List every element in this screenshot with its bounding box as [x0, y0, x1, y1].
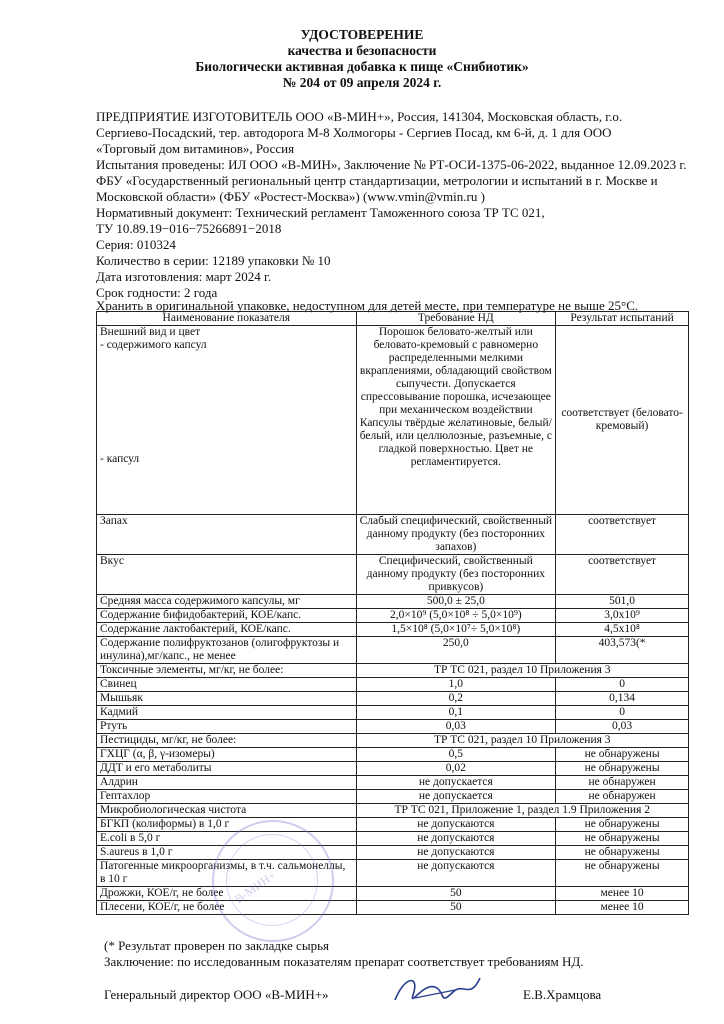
- row-requirement: 0,5: [356, 748, 556, 762]
- appearance-name-3: - капсул: [100, 453, 140, 465]
- row-name: Содержание полифруктозанов (олигофруктозы и инулина),мг/капс., не менее: [97, 637, 357, 664]
- row-requirement: не допускается: [356, 790, 556, 804]
- row-requirement: 2,0×10⁹ (5,0×10⁸ ÷ 5,0×10⁹): [356, 609, 556, 623]
- row-result: 0: [556, 678, 689, 692]
- row-name: S.aureus в 1,0 г: [97, 846, 357, 860]
- table-row: [97, 692, 689, 706]
- appearance-name-1: Внешний вид и цвет: [100, 326, 201, 338]
- table-row: [97, 720, 689, 734]
- row-name: Кадмий: [97, 706, 357, 720]
- row-result: не обнаружен: [556, 790, 689, 804]
- row-requirement: 1,5×10⁸ (5,0×10⁷÷ 5,0×10⁸): [356, 623, 556, 637]
- doc-title-3: Биологически активная добавка к пище «Снибиотик»: [195, 59, 529, 74]
- row-requirement: не допускаются: [356, 818, 556, 832]
- table-row: [97, 706, 689, 720]
- shelf-life: Срок годности: 2 года: [96, 285, 218, 300]
- appearance-name: [97, 326, 357, 515]
- row-result: соответствует: [556, 555, 689, 595]
- row-name: Свинец: [97, 678, 357, 692]
- series: Серия: 010324: [96, 237, 176, 252]
- table-row: [97, 790, 689, 804]
- normative-line-1: Нормативный документ: Технический регламент Таможенного союза ТР ТС 021,: [96, 205, 545, 220]
- manufacture-date: Дата изготовления: март 2024 г.: [96, 269, 272, 284]
- row-result: менее 10: [556, 887, 689, 901]
- normative-line-2: ТУ 10.89.19−016−75266891−2018: [96, 221, 282, 236]
- row-result: 3,0x10⁹: [556, 609, 689, 623]
- row-name: Токсичные элементы, мг/кг, не более:: [97, 664, 357, 678]
- table-row: [97, 748, 689, 762]
- row-result: 501,0: [556, 595, 689, 609]
- table-row: [97, 818, 689, 832]
- row-name: Патогенные микроорганизмы, в т.ч. сальмонеллы, в 10 г: [97, 860, 357, 887]
- signer-name: Е.В.Храмцова: [523, 987, 602, 1002]
- row-result: не обнаружены: [556, 832, 689, 846]
- table-row: [97, 555, 689, 595]
- row-name: Запах: [97, 515, 357, 555]
- table-row: [97, 776, 689, 790]
- tests-line-1: Испытания проведены: ИЛ ООО «В-МИН», Заключение № РТ-ОСИ-1375-06-2022, выданное 12.09.2023 г.: [96, 157, 687, 172]
- row-requirement: не допускается: [356, 776, 556, 790]
- signature-icon: [385, 970, 495, 1015]
- table-row: [97, 762, 689, 776]
- header-indicator: Наименование показателя: [97, 312, 357, 326]
- row-name: Ртуть: [97, 720, 357, 734]
- row-name: Дрожжи, КОЕ/г, не более: [97, 887, 357, 901]
- quantity: Количество в серии: 12189 упаковки № 10: [96, 253, 331, 268]
- row-requirement: ТР ТС 021, раздел 10 Приложения 3: [356, 664, 688, 678]
- director-title: Генеральный директор ООО «В-МИН+»: [104, 987, 329, 1002]
- row-requirement: не допускаются: [356, 860, 556, 887]
- row-name: Средняя масса содержимого капсулы, мг: [97, 595, 357, 609]
- row-result: не обнаружены: [556, 860, 689, 887]
- row-requirement: 0,2: [356, 692, 556, 706]
- table-row: [97, 832, 689, 846]
- footnote: (* Результат проверен по закладке сырья: [104, 938, 329, 953]
- row-result: 0,03: [556, 720, 689, 734]
- table-row: [97, 901, 689, 915]
- doc-title-1: УДОСТОВЕРЕНИЕ: [300, 27, 424, 42]
- row-result: 4,5x10⁸: [556, 623, 689, 637]
- row-requirement: 1,0: [356, 678, 556, 692]
- row-result: не обнаружены: [556, 846, 689, 860]
- table-row: [97, 664, 689, 678]
- row-requirement: 500,0 ± 25,0: [356, 595, 556, 609]
- row-requirement: ТР ТС 021, Приложение 1, раздел 1.9 Приложения 2: [356, 804, 688, 818]
- row-name: Содержание бифидобактерий, КОЕ/капс.: [97, 609, 357, 623]
- row-name: Гептахлор: [97, 790, 357, 804]
- row-requirement: 50: [356, 901, 556, 915]
- stamp-text: В-МИН+: [231, 867, 279, 907]
- doc-title-4: № 204 от 09 апреля 2024 г.: [282, 75, 442, 90]
- row-name: Микробиологическая чистота: [97, 804, 357, 818]
- table-row: [97, 637, 689, 664]
- table-row: [97, 804, 689, 818]
- row-requirement: ТР ТС 021, раздел 10 Приложения 3: [356, 734, 688, 748]
- row-result: не обнаружены: [556, 762, 689, 776]
- manufacturer-line-2: Сергиево-Посадский, тер. автодорога М-8 Холмогоры - Сергиев Посад, км 6-й, д. 1 для ООО: [96, 125, 612, 140]
- row-name: ДДТ и его метаболиты: [97, 762, 357, 776]
- row-name: БГКП (колиформы) в 1,0 г: [97, 818, 357, 832]
- doc-title-2: качества и безопасности: [287, 43, 437, 58]
- manufacturer-line-3: «Торговый дом витаминов», Россия: [96, 141, 295, 156]
- quality-table: [96, 311, 689, 915]
- row-requirement: 250,0: [356, 637, 556, 664]
- manufacturer-line-1: ПРЕДПРИЯТИЕ ИЗГОТОВИТЕЛЬ ООО «В-МИН+», Россия, 141304, Московская область, г.о.: [96, 109, 623, 124]
- row-requirement: 0,03: [356, 720, 556, 734]
- row-name: Мышьяк: [97, 692, 357, 706]
- table-header-row: [97, 312, 689, 326]
- row-requirement: 0,02: [356, 762, 556, 776]
- tests-line-2: ФБУ «Государственный региональный центр стандартизации, метрологии и испытаний в г. Москве и: [96, 173, 658, 188]
- table-row: [97, 734, 689, 748]
- row-requirement: 50: [356, 887, 556, 901]
- row-result: менее 10: [556, 901, 689, 915]
- row-name: E.coli в 5,0 г: [97, 832, 357, 846]
- appearance-req-content: Порошок беловато-желтый или беловато-кремовый с равномерно распределенными мелкими вкраплениями, обладающий свойством сыпучести. Допускается спрессовывание порошка, исчезающее при механическом воздействии: [359, 326, 552, 416]
- row-result: не обнаружены: [556, 818, 689, 832]
- header-requirement: Требование НД: [356, 312, 556, 326]
- row-name: Алдрин: [97, 776, 357, 790]
- row-requirement: Специфический, свойственный данному продукту (без посторонних привкусов): [356, 555, 556, 595]
- row-result: не обнаружены: [556, 748, 689, 762]
- table-row: [97, 887, 689, 901]
- row-name: Пестициды, мг/кг, не более:: [97, 734, 357, 748]
- row-requirement: не допускаются: [356, 832, 556, 846]
- table-row-appearance: [97, 326, 689, 515]
- table-row: [97, 846, 689, 860]
- tests-line-3: Московской области» (ФБУ «Ростест-Москва») (www.vmin@vmin.ru ): [96, 189, 485, 204]
- row-name: Вкус: [97, 555, 357, 595]
- table-row: [97, 678, 689, 692]
- header-result: Результат испытаний: [556, 312, 689, 326]
- row-requirement: Слабый специфический, свойственный данному продукту (без посторонних запахов): [356, 515, 556, 555]
- table-row: [97, 860, 689, 887]
- row-name: Плесени, КОЕ/г, не более: [97, 901, 357, 915]
- conclusion: Заключение: по исследованным показателям препарат соответствует требованиям НД.: [104, 954, 584, 969]
- appearance-req-capsule: Капсулы твёрдые желатиновые, белый/белый, или целлюлозные, разъемные, с гладкой поверхностью. Цвет не регламентируется.: [359, 417, 552, 468]
- row-result: 403,573(*: [556, 637, 689, 664]
- row-result: соответствует: [556, 515, 689, 555]
- table-row: [97, 609, 689, 623]
- row-result: 0,134: [556, 692, 689, 706]
- appearance-name-2: - содержимого капсул: [100, 339, 207, 351]
- appearance-result: соответствует (беловато-кремовый): [556, 326, 689, 515]
- table-row: [97, 515, 689, 555]
- row-name: ГХЦГ (α, β, γ-изомеры): [97, 748, 357, 762]
- row-result: 0: [556, 706, 689, 720]
- storage-conditions: Хранить в оригинальной упаковке, недоступном для детей месте, при температуре не выше 25°С.: [96, 298, 639, 313]
- row-requirement: не допускаются: [356, 846, 556, 860]
- appearance-requirement: [356, 326, 556, 515]
- table-row: [97, 623, 689, 637]
- row-requirement: 0,1: [356, 706, 556, 720]
- table-row: [97, 595, 689, 609]
- row-result: не обнаружен: [556, 776, 689, 790]
- row-name: Содержание лактобактерий, КОЕ/капс.: [97, 623, 357, 637]
